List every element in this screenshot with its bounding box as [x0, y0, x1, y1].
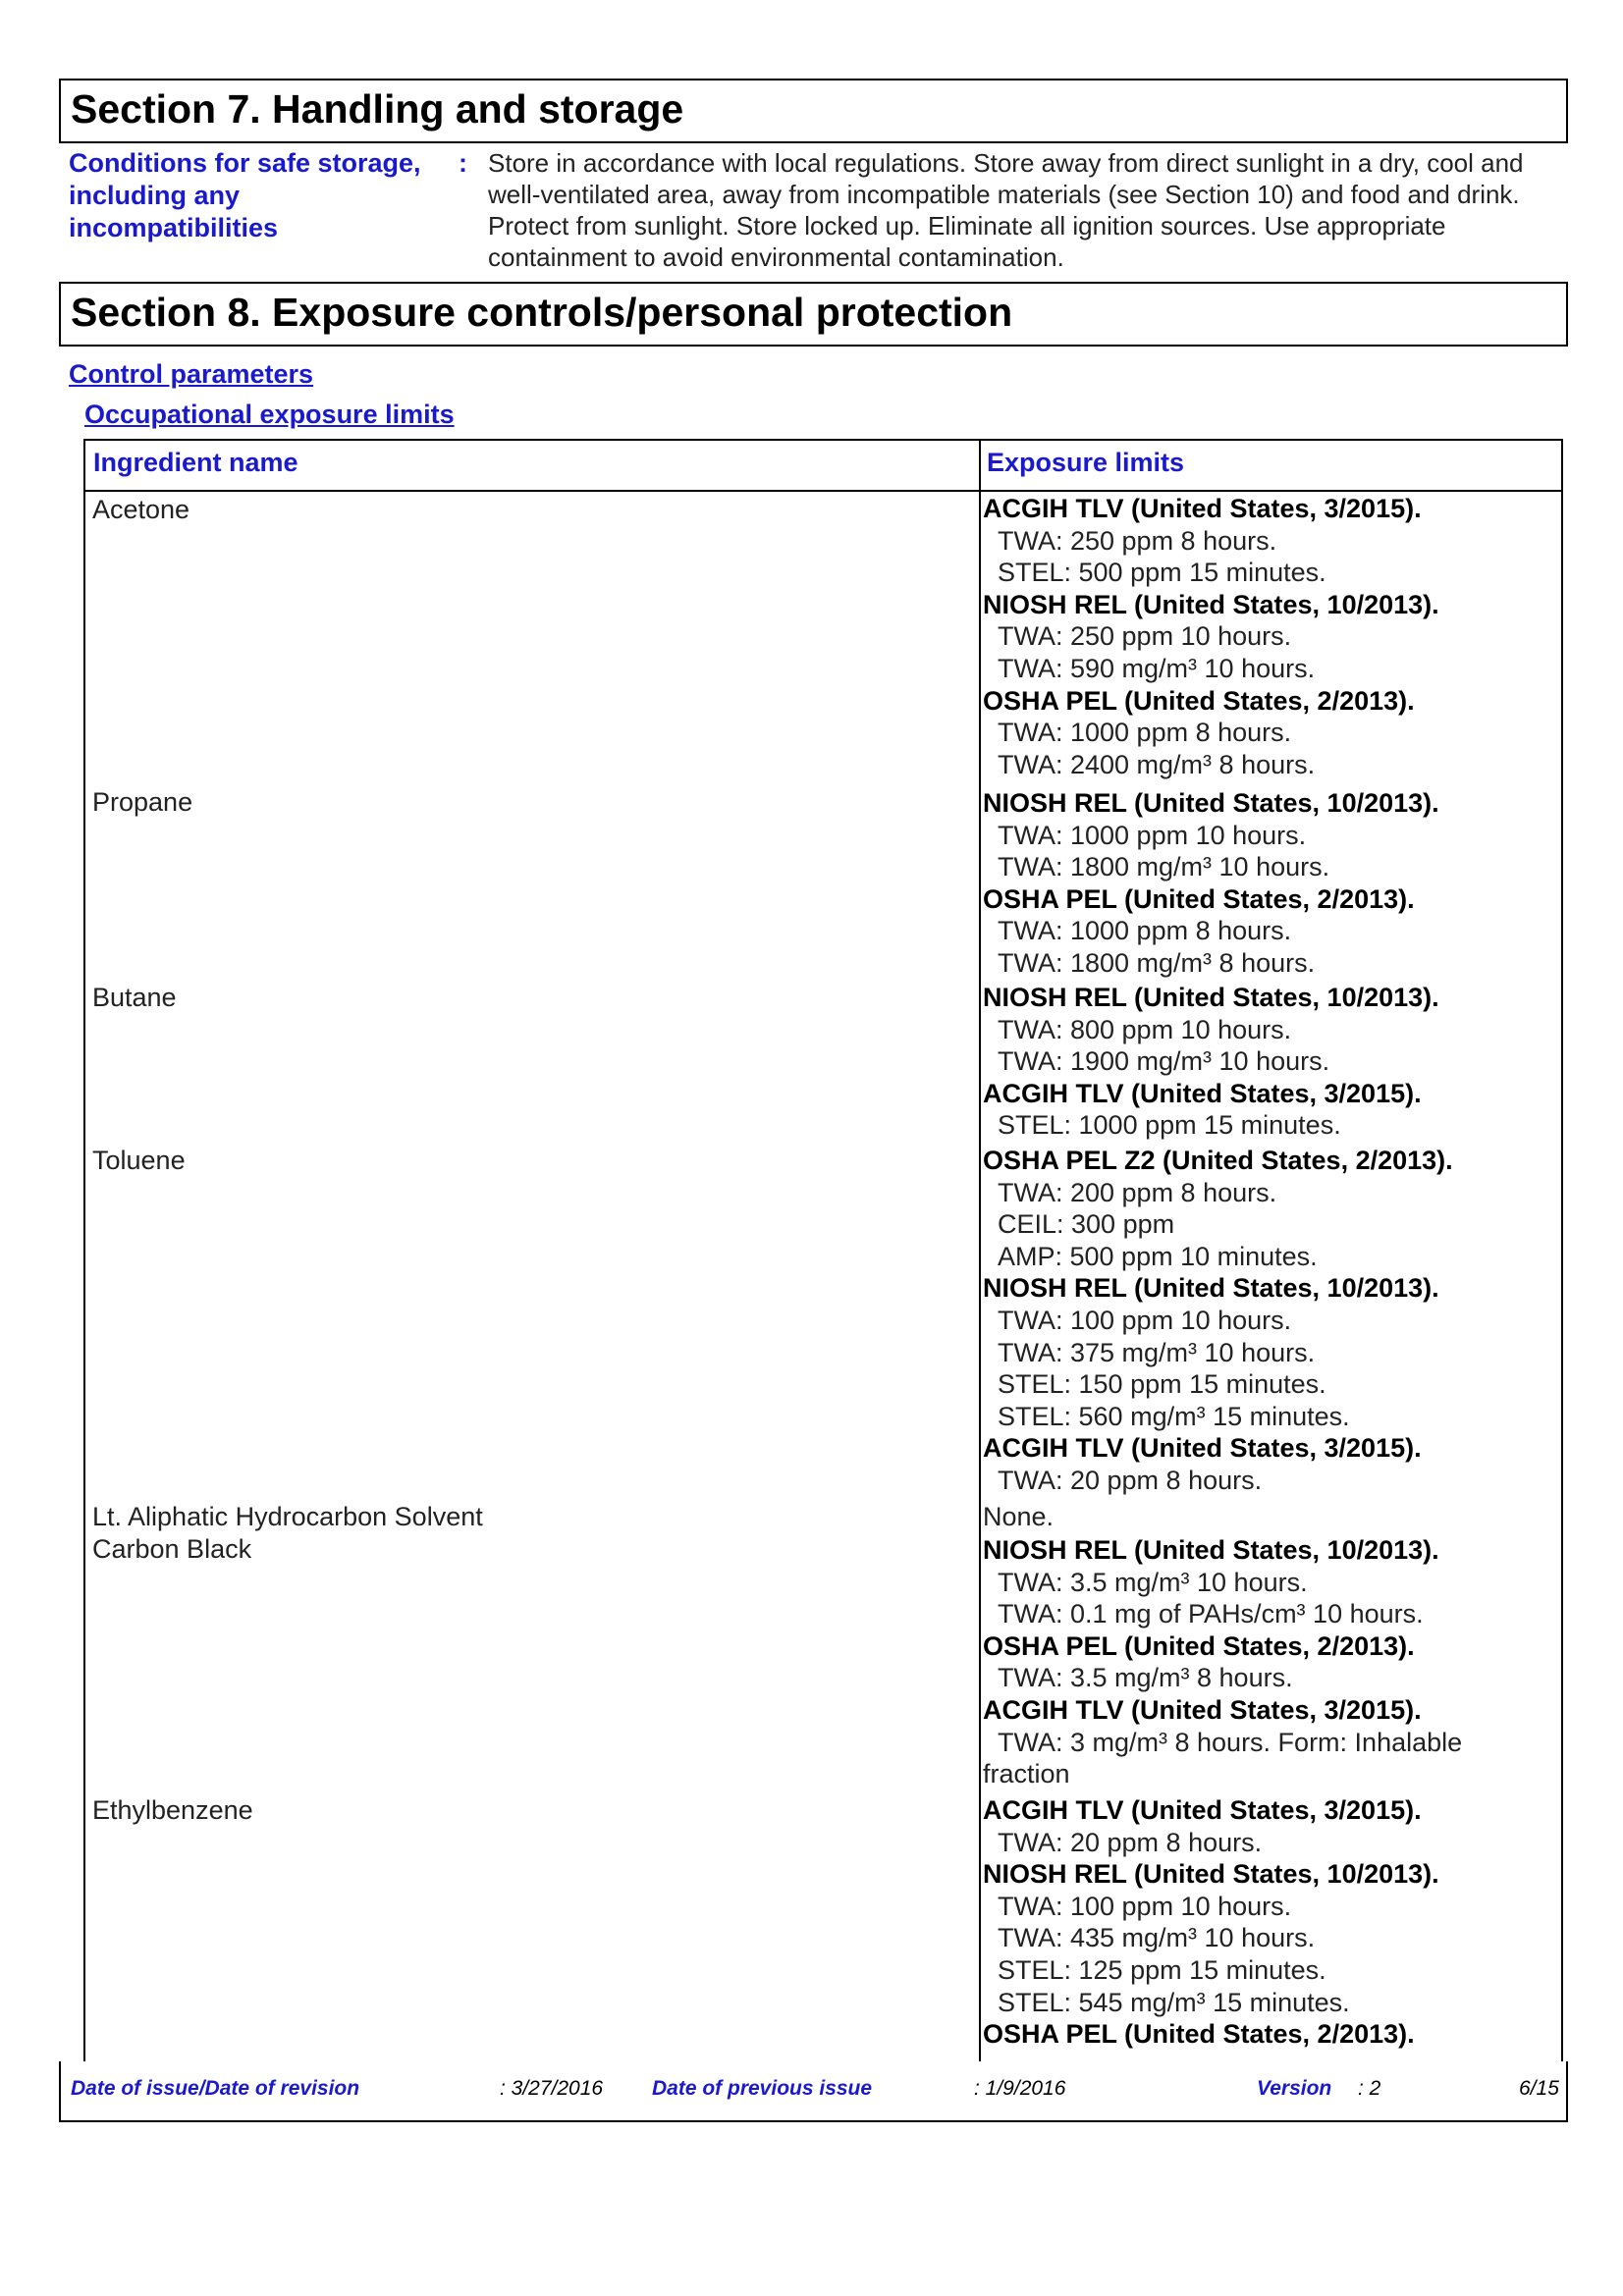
previous-issue-value: : 1/9/2016 [974, 2077, 1066, 2100]
limits-aliphatic-solvent: None. [983, 1502, 1055, 1531]
date-of-issue-value: : 3/27/2016 [500, 2077, 604, 2100]
version-value: : 2 [1358, 2077, 1381, 2100]
exposure-value: TWA: 0.1 mg of PAHs/cm³ 10 hours. [998, 1599, 1424, 1629]
exposure-value: STEL: 500 ppm 15 minutes. [998, 558, 1326, 588]
section-7-title: Section 7. Handling and storage [71, 86, 684, 132]
exposure-value: TWA: 1000 ppm 8 hours. [998, 718, 1292, 748]
section-8-header [59, 282, 1568, 347]
exposure-authority: OSHA PEL (United States, 2/2013). [983, 2019, 1415, 2050]
ingredient-ethylbenzene: Ethylbenzene [92, 1795, 253, 1825]
exposure-value: TWA: 20 ppm 8 hours. [998, 1465, 1263, 1495]
exposure-value: TWA: 1800 mg/m³ 8 hours. [998, 947, 1316, 978]
limits-toluene [983, 1145, 1562, 1497]
ingredient-toluene: Toluene [92, 1146, 186, 1175]
date-of-issue-label: Date of issue/Date of revision [71, 2077, 360, 2100]
exposure-value: TWA: 3 mg/m³ 8 hours. Form: Inhalable [998, 1727, 1463, 1757]
exposure-value: TWA: 1000 ppm 8 hours. [998, 916, 1292, 946]
exposure-authority: NIOSH REL (United States, 10/2013). [983, 983, 1439, 1012]
exposure-value: TWA: 3.5 mg/m³ 8 hours. [998, 1663, 1293, 1693]
exposure-value: TWA: 250 ppm 10 hours. [998, 621, 1292, 652]
exposure-authority: NIOSH REL (United States, 10/2013). [983, 589, 1439, 619]
exposure-value: TWA: 375 mg/m³ 10 hours. [998, 1337, 1316, 1367]
exposure-value: STEL: 125 ppm 15 minutes. [998, 1954, 1326, 1985]
exposure-authority: OSHA PEL (United States, 2/2013). [983, 685, 1415, 716]
version-label: Version [1257, 2077, 1332, 2100]
exposure-value: TWA: 590 mg/m³ 10 hours. [998, 653, 1316, 683]
exposure-value: TWA: 200 ppm 8 hours. [998, 1177, 1277, 1207]
exposure-value: STEL: 150 ppm 15 minutes. [998, 1369, 1326, 1400]
limits-carbon-black [983, 1534, 1562, 1790]
occupational-exposure-limits-link[interactable]: Occupational exposure limits [84, 400, 455, 429]
ingredient-carbon-black: Carbon Black [92, 1534, 252, 1564]
exposure-value: TWA: 2400 mg/m³ 8 hours. [998, 749, 1316, 779]
ingredient-acetone: Acetone [92, 495, 190, 524]
ingredient-name-header: Ingredient name [93, 448, 298, 477]
exposure-value: TWA: 1900 mg/m³ 10 hours. [998, 1046, 1330, 1077]
limits-acetone [983, 493, 1562, 780]
limits-ethylbenzene [983, 1794, 1562, 2051]
ingredient-butane: Butane [92, 983, 177, 1012]
exposure-value: TWA: 435 mg/m³ 10 hours. [998, 1923, 1316, 1953]
exposure-value: TWA: 1000 ppm 10 hours. [998, 820, 1307, 850]
storage-conditions-label: Conditions for safe storage, including any incompatibilities [69, 148, 421, 242]
exposure-authority: NIOSH REL (United States, 10/2013). [983, 1859, 1439, 1890]
section-8-title: Section 8. Exposure controls/personal protection [71, 290, 1013, 335]
exposure-value: STEL: 560 mg/m³ 15 minutes. [998, 1401, 1350, 1431]
limits-butane [983, 982, 1562, 1142]
ingredient-aliphatic-solvent: Lt. Aliphatic Hydrocarbon Solvent [92, 1502, 483, 1531]
storage-colon: : [459, 148, 467, 178]
exposure-authority: ACGIH TLV (United States, 3/2015). [983, 1795, 1422, 1825]
control-parameters-link[interactable]: Control parameters [69, 359, 314, 389]
exposure-value: TWA: 20 ppm 8 hours. [998, 1827, 1263, 1857]
exposure-value: TWA: 100 ppm 10 hours. [998, 1891, 1292, 1921]
ingredient-propane: Propane [92, 787, 193, 817]
table-header-rule [85, 490, 1561, 492]
exposure-authority: ACGIH TLV (United States, 3/2015). [983, 494, 1422, 523]
exposure-authority: ACGIH TLV (United States, 3/2015). [983, 1433, 1422, 1464]
exposure-authority: NIOSH REL (United States, 10/2013). [983, 788, 1439, 818]
exposure-value: STEL: 1000 ppm 15 minutes. [998, 1110, 1341, 1141]
exposure-value: TWA: 250 ppm 8 hours. [998, 525, 1277, 556]
storage-conditions-text: Store in accordance with local regulations. Store away from direct sunlight in a dry, cool and well-ventilated area, away from incompatible materials (see Section 10) and food and drink. Protect from sunlight. Store locked up. Eliminate all ignition sources. Use appropriate containment to avoid environmental contamination. [488, 148, 1524, 272]
exposure-authority: OSHA PEL (United States, 2/2013). [983, 883, 1415, 914]
exposure-limits-header: Exposure limits [987, 448, 1185, 477]
exposure-authority: OSHA PEL (United States, 2/2013). [983, 1630, 1415, 1661]
exposure-value: TWA: 1800 mg/m³ 10 hours. [998, 852, 1330, 882]
exposure-authority: OSHA PEL Z2 (United States, 2/2013). [983, 1146, 1453, 1175]
exposure-value: TWA: 800 ppm 10 hours. [998, 1014, 1292, 1044]
page-number: 6/15 [1519, 2077, 1559, 2100]
exposure-value: CEIL: 300 ppm [998, 1209, 1175, 1240]
table-column-divider [979, 441, 981, 2061]
limits-propane [983, 787, 1562, 980]
exposure-authority: NIOSH REL (United States, 10/2013). [983, 1535, 1439, 1565]
exposure-value: STEL: 545 mg/m³ 15 minutes. [998, 1987, 1350, 2017]
exposure-authority: NIOSH REL (United States, 10/2013). [983, 1273, 1439, 1304]
exposure-value: TWA: 100 ppm 10 hours. [998, 1305, 1292, 1335]
exposure-value: TWA: 3.5 mg/m³ 10 hours. [998, 1567, 1308, 1597]
exposure-authority: ACGIH TLV (United States, 3/2015). [983, 1694, 1422, 1725]
exposure-value: AMP: 500 ppm 10 minutes. [998, 1241, 1318, 1271]
page-footer [59, 2061, 1568, 2122]
previous-issue-label: Date of previous issue [652, 2077, 873, 2100]
exposure-value: fraction [983, 1759, 1070, 1789]
exposure-authority: ACGIH TLV (United States, 3/2015). [983, 1078, 1422, 1108]
section-7-header [59, 79, 1568, 143]
